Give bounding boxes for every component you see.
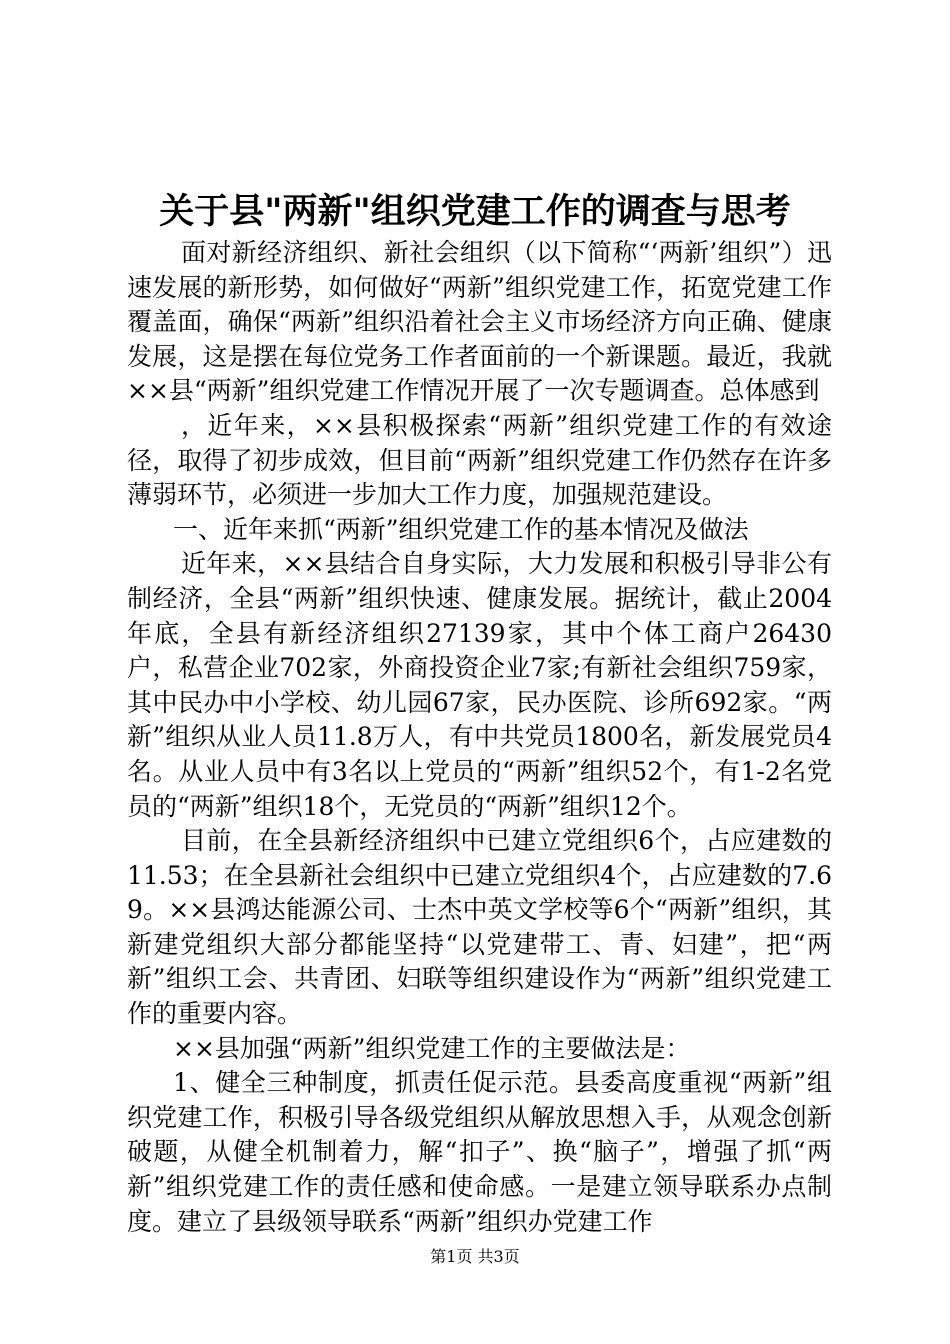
page-footer: 第1页 共3页 bbox=[430, 1247, 520, 1266]
document-title: 关于县"两新"组织党建工作的调查与思考 bbox=[159, 191, 791, 232]
paragraph-current-status: 目前，在全县新经济组织中已建立党组织6个，占应建数的11.53；在全县新社会组织中已建立党组织4个，占应建数的7.69。××县鸿达能源公司、士杰中英文学校等6个“两新”组织，其新建党组织大部分都能坚持“以党建带工、青、妇建”，把“两新”组织工会、共青团、妇联等组织建设作为“两新”组织党建工作的重要内容。 bbox=[127, 826, 832, 1029]
section-heading: 一、近年来抓“两新”组织党建工作的基本情况及做法 bbox=[173, 514, 749, 544]
paragraph-method-1: 1、健全三种制度，抓责任促示范。县委高度重视“两新”组织党建工作，积极引导各级党组织从解放思想入手，从观念创新破题，从健全机制着力，解“扣子”、换“脑子”，增强了抓“两新”组织党建工作的责任感和使命感。一是建立领导联系办点制度。建立了县级领导联系“两新”组织办党建工作 bbox=[127, 1068, 832, 1236]
paragraph-summary: ，近年来，××县积极探索“两新”组织党建工作的有效途径，取得了初步成效，但目前“两新”组织党建工作仍然存在许多薄弱环节，必须进一步加大工作力度，加强规范建设。 bbox=[127, 410, 832, 510]
document-body bbox=[127, 236, 832, 1239]
paragraph-methods-intro: ××县加强“两新”组织党建工作的主要做法是： bbox=[173, 1033, 691, 1063]
paragraph-intro: 面对新经济组织、新社会组织（以下简称“‘两新’组织”）迅速发展的新形势，如何做好“两新”组织党建工作，拓宽党建工作覆盖面，确保“两新”组织沿着社会主义市场经济方向正确、健康发展，这是摆在每位党务工作者面前的一个新课题。最近，我就××县“两新”组织党建工作情况开展了一次专题调查。总体感到 bbox=[127, 238, 832, 406]
paragraph-statistics: 近年来，××县结合自身实际，大力发展和积极引导非公有制经济，全县“两新”组织快速、健康发展。据统计，截止2004年底，全县有新经济组织27139家，其中个体工商户26430户，私营企业702家，外商投资企业7家;有新社会组织759家，其中民办中小学校、幼儿园67家，民办医院、诊所692家。“两新”组织从业人员11.8万人，有中共党员1800名，新发展党员4名。从业人员中有3名以上党员的“两新”组织52个，有1-2名党员的“两新”组织18个，无党员的“两新”组织12个。 bbox=[127, 549, 832, 821]
